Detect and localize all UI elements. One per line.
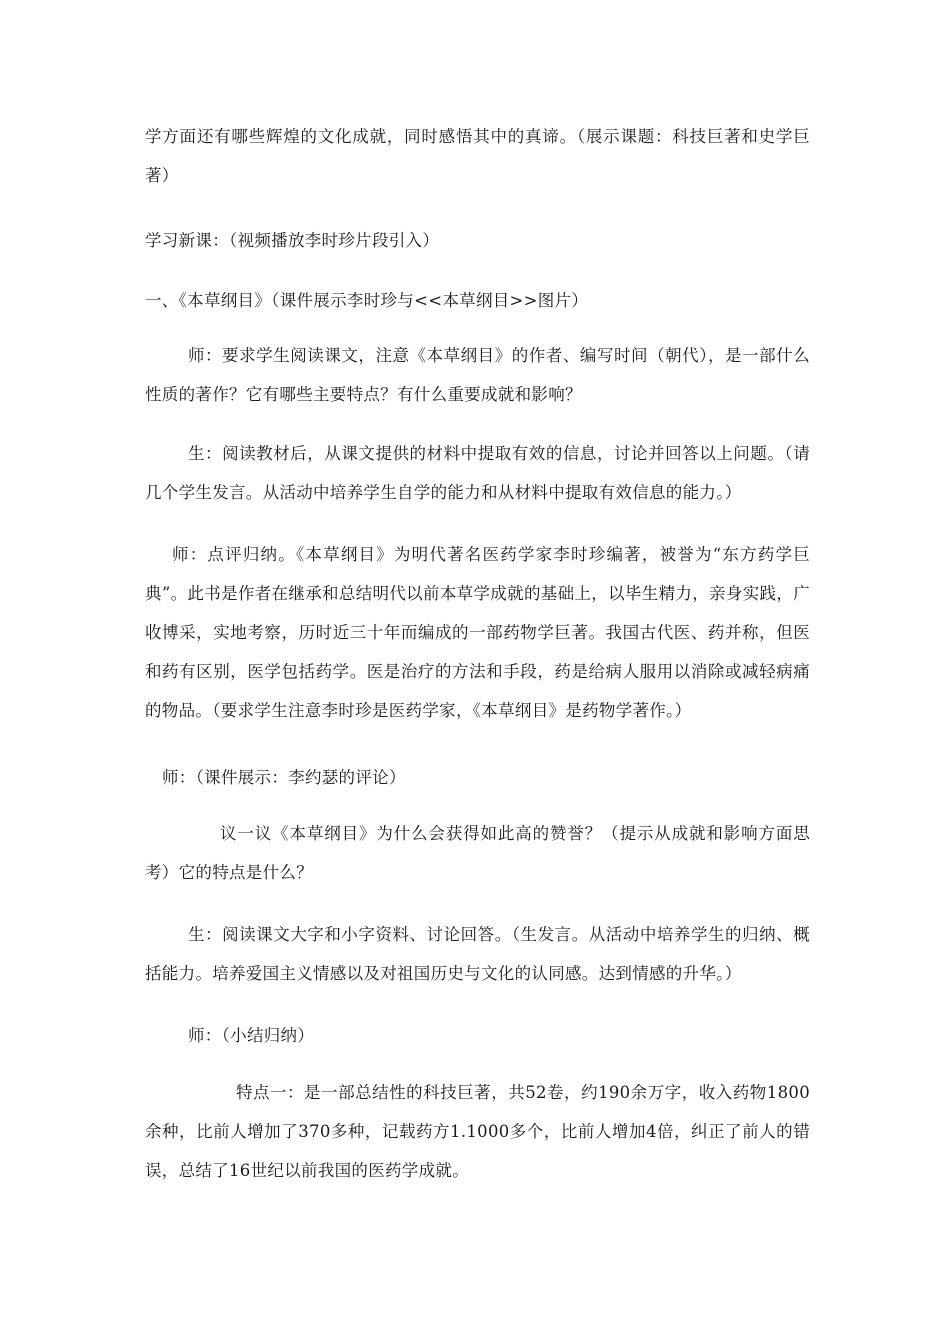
- paragraph-new-lesson: 学习新课：（视频播放李时珍片段引入）: [145, 231, 440, 250]
- section-heading-bencao-gangmu: 一、《本草纲目》（课件展示李时珍与<<本草纲目>>图片）: [145, 291, 589, 310]
- paragraph-teacher-courseware: 师：（课件展示：李约瑟的评论）: [162, 768, 406, 787]
- paragraph-feature-one: 特点一：是一部总结性的科技巨著，共52卷，约190余万字，收入药物1800余种，比前人增加了370多种，记载药方1.1000多个，比前人增加4倍，纠正了前人的错误，总结了16世纪以前我国的医药学成就。: [145, 1083, 810, 1180]
- paragraph-student-answer: 生：阅读课文大字和小字资料、讨论回答。（生发言。从活动中培养学生的归纳、概括能力。培养爱国主义情感以及对祖国历史与文化的认同感。达到情感的升华。）: [145, 925, 810, 983]
- paragraph-teacher-conclusion: 师：（小结归纳）: [188, 1026, 315, 1045]
- paragraph-discussion: 议一议《本草纲目》为什么会获得如此高的赞誉？（提示从成就和影响方面思考）它的特点是什么？: [145, 824, 810, 882]
- paragraph-teacher-summary: 师：点评归纳。《本草纲目》为明代著名医药学家李时珍编著，被誉为“东方药学巨典”。此书是作者在继承和总结明代以前本草学成就的基础上，以毕生精力，亲身实践，广收博采，实地考察，历时近三十年而编成的一部药物学巨著。我国古代医、药并称，但医和药有区别，医学包括药学。医是治疗的方法和手段，药是给病人服用以消除或减轻病痛的物品。（要求学生注意李时珍是医药学家，《本草纲目》是药物学著作。）: [145, 545, 810, 720]
- paragraph-intro-continuation: 学方面还有哪些辉煌的文化成就，同时感悟其中的真谛。（展示课题：科技巨著和史学巨著）: [145, 127, 810, 185]
- paragraph-teacher-task: 师：要求学生阅读课文，注意《本草纲目》的作者、编写时间（朝代），是一部什么性质的著作？它有哪些主要特点？有什么重要成就和影响？: [145, 346, 810, 404]
- paragraph-student-reading: 生：阅读教材后，从课文提供的材料中提取有效的信息，讨论并回答以上问题。（请几个学生发言。从活动中培养学生自学的能力和从材料中提取有效信息的能力。）: [145, 444, 810, 502]
